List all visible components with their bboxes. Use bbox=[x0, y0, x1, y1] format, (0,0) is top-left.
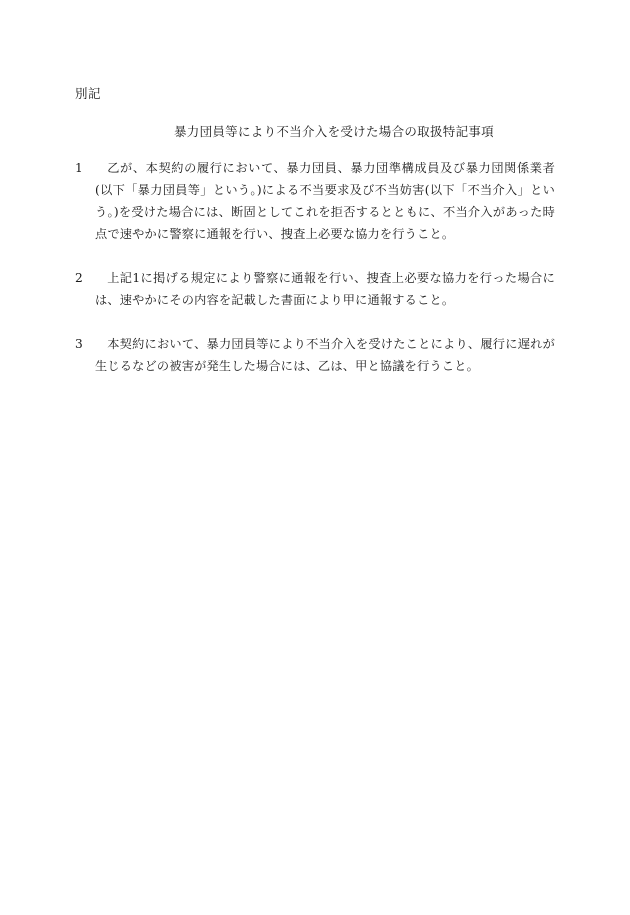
clause-text: 乙が、本契約の履行において、暴力団員、暴力団準構成員及び暴力団関係業者(以下「暴力団員等」という。)による不当要求及び不当妨害(以下「不当介入」という。)を受けた場合には、断固としてこれを拒否するとともに、不当介入があった時点で速やかに警察に通報を行い、捜査上必要な協力を行うこと。 bbox=[95, 161, 555, 241]
clause-number: 1 bbox=[75, 161, 83, 175]
document-title: 暴力団員等により不当介入を受けた場合の取扱特記事項 bbox=[173, 124, 494, 139]
document-label: 別記 bbox=[75, 86, 102, 101]
clause-number: 3 bbox=[75, 337, 83, 351]
clause-text: 本契約において、暴力団員等により不当介入を受けたことにより、履行に遅れが生じるなどの被害が発生した場合には、乙は、甲と協議を行うこと。 bbox=[95, 337, 555, 373]
clause-number: 2 bbox=[75, 271, 83, 285]
clause-list bbox=[75, 157, 555, 399]
clause-3 bbox=[75, 333, 555, 377]
clause-1 bbox=[75, 157, 555, 245]
clause-text: 上記1に掲げる規定により警察に通報を行い、捜査上必要な協力を行った場合には、速やかにその内容を記載した書面により甲に通報すること。 bbox=[95, 271, 555, 307]
clause-2 bbox=[75, 267, 555, 311]
